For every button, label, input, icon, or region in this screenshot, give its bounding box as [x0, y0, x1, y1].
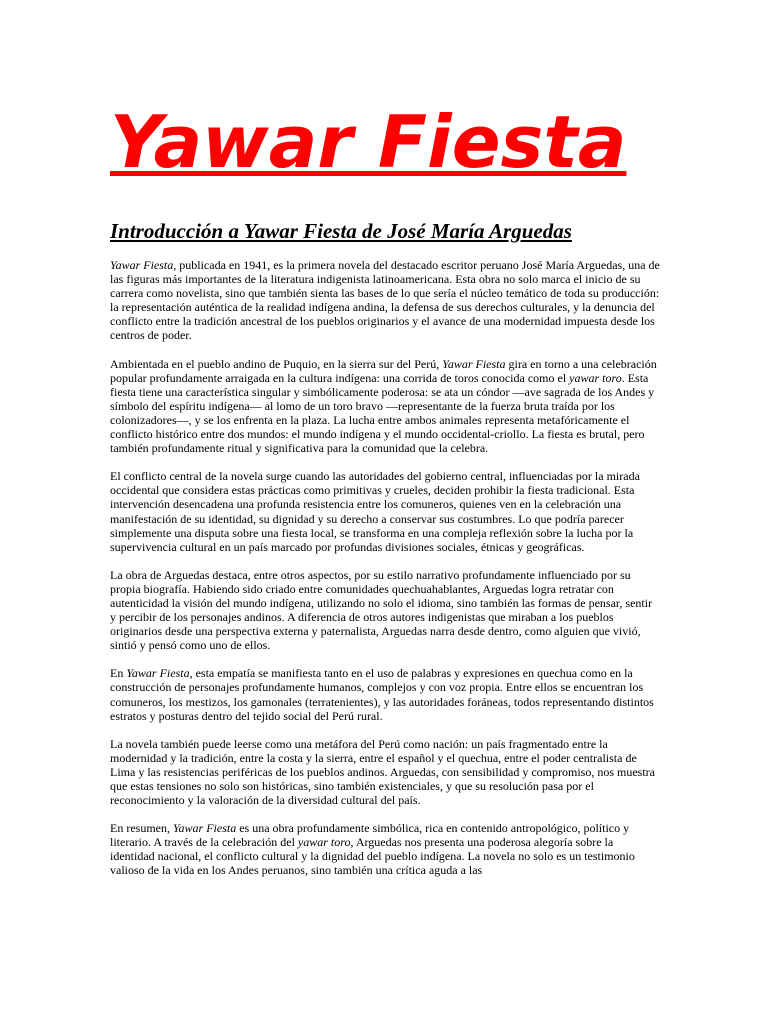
- text-run: En resumen,: [110, 821, 173, 836]
- paragraph-7: [110, 821, 660, 877]
- paragraph-1: [110, 258, 660, 343]
- italic-run: Yawar Fiesta: [172, 821, 237, 836]
- italic-run: yawar toro: [569, 370, 622, 385]
- text-run: , Arguedas nos presenta una poderosa alegoría sobre la identidad nacional, el conflicto cultural y la dignidad del pueblo indígena. La novela no solo es un testimonio valioso de la vida en los Andes peruanos, sino también una crítica aguda a las: [110, 835, 635, 878]
- text-run: En: [110, 666, 127, 681]
- text-run: , publicada en 1941, es la primera novela del destacado escritor peruano José María Arguedas, una de las figuras más importantes de la literatura indigenista latinoamericana. Esta obra no solo marca el inicio de su carrera como novelista, sino que también sienta las bases de lo que sería el núcleo temático de toda su producción: la representación auténtica de la realidad indígena andina, la defensa de sus derechos culturales, y la denuncia del conflicto entre la tradición ancestral de los pueblos originarios y el avance de una modernidad impuesta desde los centros de poder.: [110, 258, 660, 343]
- italic-run: yawar toro: [297, 835, 351, 850]
- italic-run: Yawar Fiesta: [126, 666, 190, 681]
- text-run: gira en torno a una celebración popular profundamente arraigada en la cultura indígena: una corrida de toros conocida como el: [110, 356, 657, 385]
- paragraph-2: [110, 357, 660, 456]
- document-page: [110, 100, 660, 892]
- paragraph-3: [110, 469, 660, 554]
- text-run: Ambientada en el pueblo andino de Puquio, en la sierra sur del Perú,: [110, 356, 443, 371]
- text-run: , esta empatía se manifiesta tanto en el uso de palabras y expresiones en quechua como en la construcción de personajes profundamente humanos, complejos y con voz propia. Entre ellos se encuentran los comuneros, los mestizos, los gamonales (terratenientes), y las autoridades foráneas, todos representando distintos estratos y posturas dentro del tejido social del Perú rural.: [110, 666, 654, 723]
- italic-run: Yawar Fiesta: [442, 356, 506, 371]
- italic-run: Yawar Fiesta: [110, 258, 174, 272]
- paragraph-6: [110, 737, 660, 807]
- text-run: La novela también puede leerse como una metáfora del Perú como nación: un país fragmentado entre la modernidad y la tradición, entre la costa y la sierra, entre el español y el quechua, entre el poder centralista de Lima y las resistencias periféricas de los pueblos andinos. Arguedas, con sensibilidad y compromiso, nos muestra que estas tensiones no solo son históricas, sino también existenciales, y que su resolución pasa por el reconocimiento y la valoración de la diversidad cultural del país.: [110, 736, 655, 808]
- text-run: El conflicto central de la novela surge cuando las autoridades del gobierno central, influenciadas por la mirada occidental que considera estas prácticas como primitivas y crueles, deciden prohibir la fiesta tradicional. Esta intervención desencadena una profunda resistencia entre los comuneros, quienes ven en la celebración una manifestación de su identidad, su dignidad y su derecho a conservar sus costumbres. Lo que podría parecer simplemente una disputa sobre una fiesta local, se transforma en una compleja reflexión sobre la lucha por la supervivencia cultural en un país marcado por profundas divisiones sociales, étnicas y geográficas.: [110, 469, 640, 554]
- paragraph-5: [110, 666, 660, 722]
- text-run: La obra de Arguedas destaca, entre otros aspectos, por su estilo narrativo profundamente influenciado por su propia biografía. Habiendo sido criado entre comunidades quechuahablantes, Arguedas logra retratar con autenticidad la visión del mundo indígena, utilizando no solo el idioma, sino también las formas de pensar, sentir y percibir de los personajes andinos. A diferencia de otros autores indigenistas que miraban a los pueblos originarios desde una perspectiva externa y paternalista, Arguedas narra desde dentro, como alguien que vivió, sintió y pensó como uno de ellos.: [110, 567, 653, 653]
- document-subtitle: Introducción a Yawar Fiesta de José María Arguedas: [110, 219, 572, 243]
- text-run: . Esta fiesta tiene una característica singular y simbólicamente poderosa: se ata un cóndor —ave sagrada de los Andes y símbolo del espíritu indígena— al lomo de un toro bravo —representante de la fuerza bruta traída por los colonizadores—, y se los enfrenta en la plaza. La lucha entre ambos animales representa metafóricamente el conflicto histórico entre dos mundos: el mundo indígena y el mundo occidental-criollo. La fiesta es brutal, pero también profundamente ritual y significativa para la comunidad que la celebra.: [110, 370, 655, 456]
- document-title: Yawar Fiesta: [110, 100, 627, 184]
- paragraph-4: [110, 568, 660, 653]
- text-run: es una obra profundamente simbólica, rica en contenido antropológico, político y literario. A través de la celebración del: [110, 821, 630, 850]
